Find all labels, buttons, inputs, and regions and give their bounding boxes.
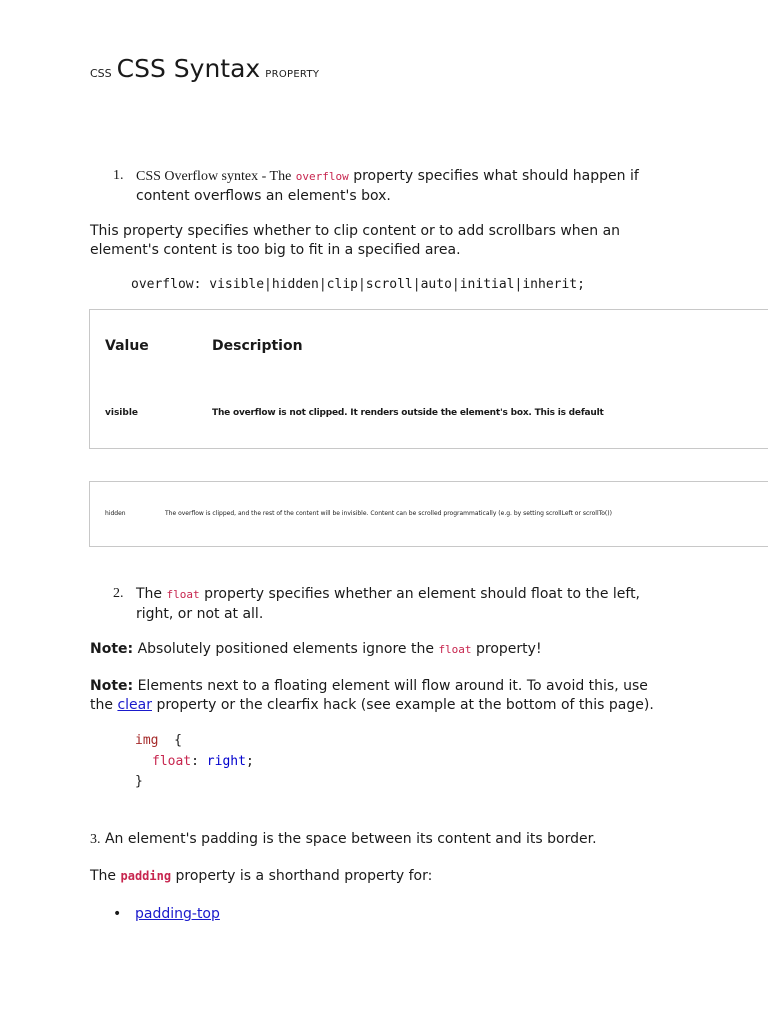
code-colon: : — [191, 753, 199, 769]
clear-link[interactable]: clear — [117, 696, 152, 713]
note-absolute — [90, 640, 750, 660]
note1-code: float — [438, 643, 472, 656]
padding-code: padding — [120, 869, 172, 883]
note1-text: Absolutely positioned elements ignore the — [137, 641, 434, 657]
code-semicolon: ; — [245, 753, 254, 769]
code-property: float — [152, 753, 192, 769]
item1-number: 1. — [113, 168, 124, 183]
title-prefix: CSS — [90, 67, 112, 80]
table-row-description: The overflow is not clipped. It renders outside the element's box. This is default — [212, 408, 604, 418]
list-item-1 — [113, 167, 673, 205]
item2-text: property specifies whether an element should float to the left, — [204, 586, 641, 602]
item2-text2: right, or not at all. — [136, 605, 264, 622]
code-value: right — [206, 753, 246, 769]
padding-before: The — [90, 868, 117, 884]
item1-lead: CSS Overflow syntex - The — [136, 169, 292, 184]
bullet-icon: • — [113, 906, 122, 922]
note2-label: Note: — [90, 678, 134, 694]
note1-label: Note: — [90, 641, 134, 657]
item2-number: 2. — [113, 586, 124, 601]
item3-text: An element's padding is the space between its content and its border. — [104, 831, 597, 847]
note1-after: property! — [476, 641, 542, 657]
paragraph-overflow — [90, 222, 750, 259]
note2-text: Elements next to a floating element will flow around it. To avoid this, use — [137, 678, 648, 694]
value-table — [89, 309, 768, 449]
paragraph1-line1: This property specifies whether to clip content or to add scrollbars when an — [90, 223, 621, 239]
table-row-value: visible — [105, 408, 139, 418]
code-selector: img — [135, 733, 159, 748]
syntax-line: overflow: visible|hidden|clip|scroll|auto|initial|inherit; — [131, 277, 585, 292]
item1-text2: content overflows an element's box. — [136, 187, 391, 204]
padding-paragraph — [90, 867, 750, 886]
title-suffix: PROPERTY — [265, 69, 320, 80]
note2-line2-after: property or the clearfix hack (see example at the bottom of this page). — [156, 696, 654, 713]
table-row-value: hidden — [105, 510, 126, 517]
item2-code: float — [166, 588, 200, 601]
code-close-brace: } — [135, 774, 143, 789]
value-table-hidden — [89, 481, 768, 547]
table-header-value: Value — [105, 338, 149, 354]
title-main: CSS Syntax — [116, 54, 261, 83]
paragraph1-line2: element's content is too big to fit in a specified area. — [90, 241, 461, 258]
list-item-3 — [90, 830, 750, 850]
table-row-description: The overflow is clipped, and the rest of the content will be invisible. Content can be scrolled programmatically (e.g. by setting scrollLeft or scrollTo()) — [165, 510, 612, 517]
table-header-description: Description — [212, 338, 303, 354]
item3-number: 3. — [90, 832, 101, 847]
code-example — [135, 731, 254, 793]
padding-after: property is a shorthand property for: — [175, 868, 433, 884]
code-open-brace: { — [174, 733, 182, 748]
note2-line2-before: the — [90, 696, 113, 713]
item2-lead: The — [136, 586, 163, 602]
item1-code: overflow — [295, 170, 349, 183]
note-floating — [90, 677, 760, 714]
padding-top-link[interactable]: padding-top — [135, 906, 220, 922]
list-item-2 — [113, 585, 693, 623]
page-title — [90, 54, 319, 83]
item1-text: property specifies what should happen if — [353, 168, 639, 184]
